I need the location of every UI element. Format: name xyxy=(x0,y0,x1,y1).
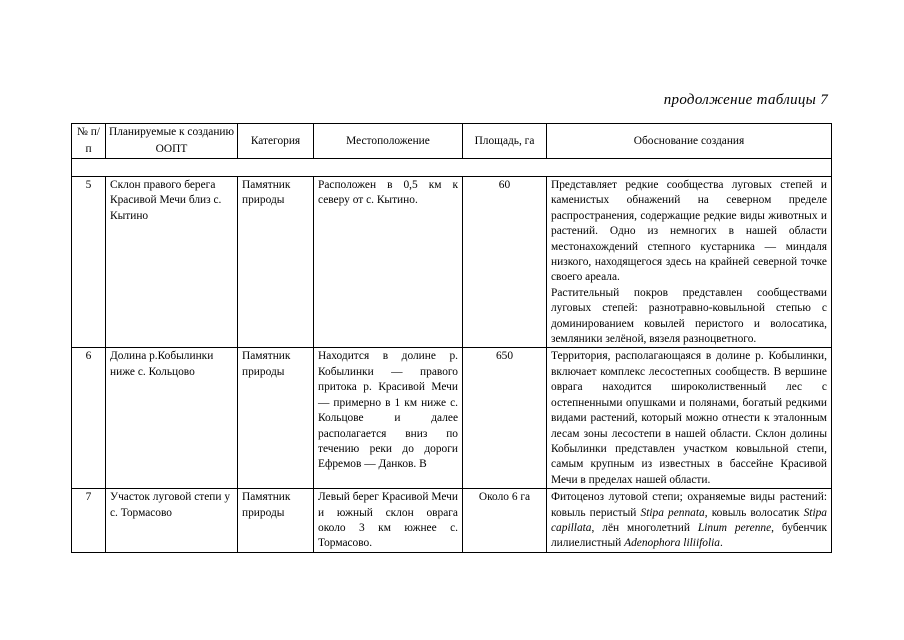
header-num: № п/п xyxy=(72,124,106,159)
cell-location: Находится в долине р. Кобылинки — правого притока р. Красивой Мечи — примерно в 1 км ниже с. Кольцове и далее располагается вниз по течению реки до дороги Ефремов — Данков. В xyxy=(314,348,463,489)
table-row xyxy=(72,348,832,489)
basis-text: . xyxy=(720,537,723,550)
cell-name: Склон правого берега Красивой Мечи близ с. Кытино xyxy=(106,177,238,348)
basis-text: , бубенчик лилиелистный xyxy=(551,521,827,550)
basis-paragraph: Представляет редкие сообщества луговых степей и каменистых обнажений на северном пределе распространения, содержащие редкие виды животных и растений. Одно из немногих в нашей области местонахождений степного кустарника — миндаля низкого, находящегося здесь на крайней северной точке своего ареала. xyxy=(551,179,827,284)
cell-location: Расположен в 0,5 км к северу от с. Кытино. xyxy=(314,177,463,348)
header-basis: Обоснование создания xyxy=(547,124,832,159)
cell-num: 7 xyxy=(72,489,106,553)
cell-basis xyxy=(547,177,832,348)
cell-area: 60 xyxy=(463,177,547,348)
header-row xyxy=(72,124,832,159)
header-name: Планируемые к созданию ООПТ xyxy=(106,124,238,159)
cell-category: Памятник природы xyxy=(238,177,314,348)
table-caption: продолжение таблицы 7 xyxy=(663,92,828,108)
basis-paragraph xyxy=(551,490,827,552)
basis-text: Фитоценоз лутовой степи; охраняемые виды растений: ковыль перистый xyxy=(551,491,827,519)
latin-name: Stipa capillata xyxy=(551,506,827,534)
spacer-cell xyxy=(72,159,832,177)
cell-num: 5 xyxy=(72,177,106,348)
cell-area: 650 xyxy=(463,348,547,489)
spacer-row xyxy=(72,159,832,177)
cell-basis xyxy=(547,489,832,553)
basis-text: , ковыль волосатик xyxy=(704,506,804,519)
cell-num: 6 xyxy=(72,348,106,489)
table-row xyxy=(72,489,832,553)
cell-location: Левый берег Красивой Мечи и южный склон оврага около 3 км южнее с. Тормасово. xyxy=(314,489,463,553)
basis-paragraph: Территория, располагающаяся в долине р. Кобылинки, включает комплекс лесостепных сообществ. В вершине оврага находится широколиственный лес с остепненными опушками и полянами, богатый редкими видами растений, который можно отнести к эталонным лесам зоны лесостепи в нашей области. Склон долины Кобылинки представлен участком ковыльной степи, самым крупным из известных в бассейне Красивой Мечи в пределах нашей области. xyxy=(551,350,827,486)
header-category: Категория xyxy=(238,124,314,159)
latin-name: Linum perenne xyxy=(697,521,772,534)
latin-name: Adenophora liliifolia xyxy=(624,537,720,550)
header-area: Площадь, га xyxy=(463,124,547,159)
protected-areas-table xyxy=(71,123,832,553)
header-location: Местоположение xyxy=(314,124,463,159)
basis-paragraph: Растительный покров представлен сообществами луговых степей: разнотравно-ковыльной степью с доминированием ковылей перистого и волосатика, земляники зелёной, вязеля разноцветного. xyxy=(551,286,827,346)
cell-name: Участок луговой степи у с. Тормасово xyxy=(106,489,238,553)
basis-text: , лён многолетний xyxy=(591,521,698,534)
table-row xyxy=(72,177,832,348)
latin-name: Stipa pennata xyxy=(640,506,705,519)
cell-basis xyxy=(547,348,832,489)
cell-name: Долина р.Кобылинки ниже с. Кольцово xyxy=(106,348,238,489)
cell-category: Памятник природы xyxy=(238,348,314,489)
cell-area: Около 6 га xyxy=(463,489,547,553)
cell-category: Памятник природы xyxy=(238,489,314,553)
